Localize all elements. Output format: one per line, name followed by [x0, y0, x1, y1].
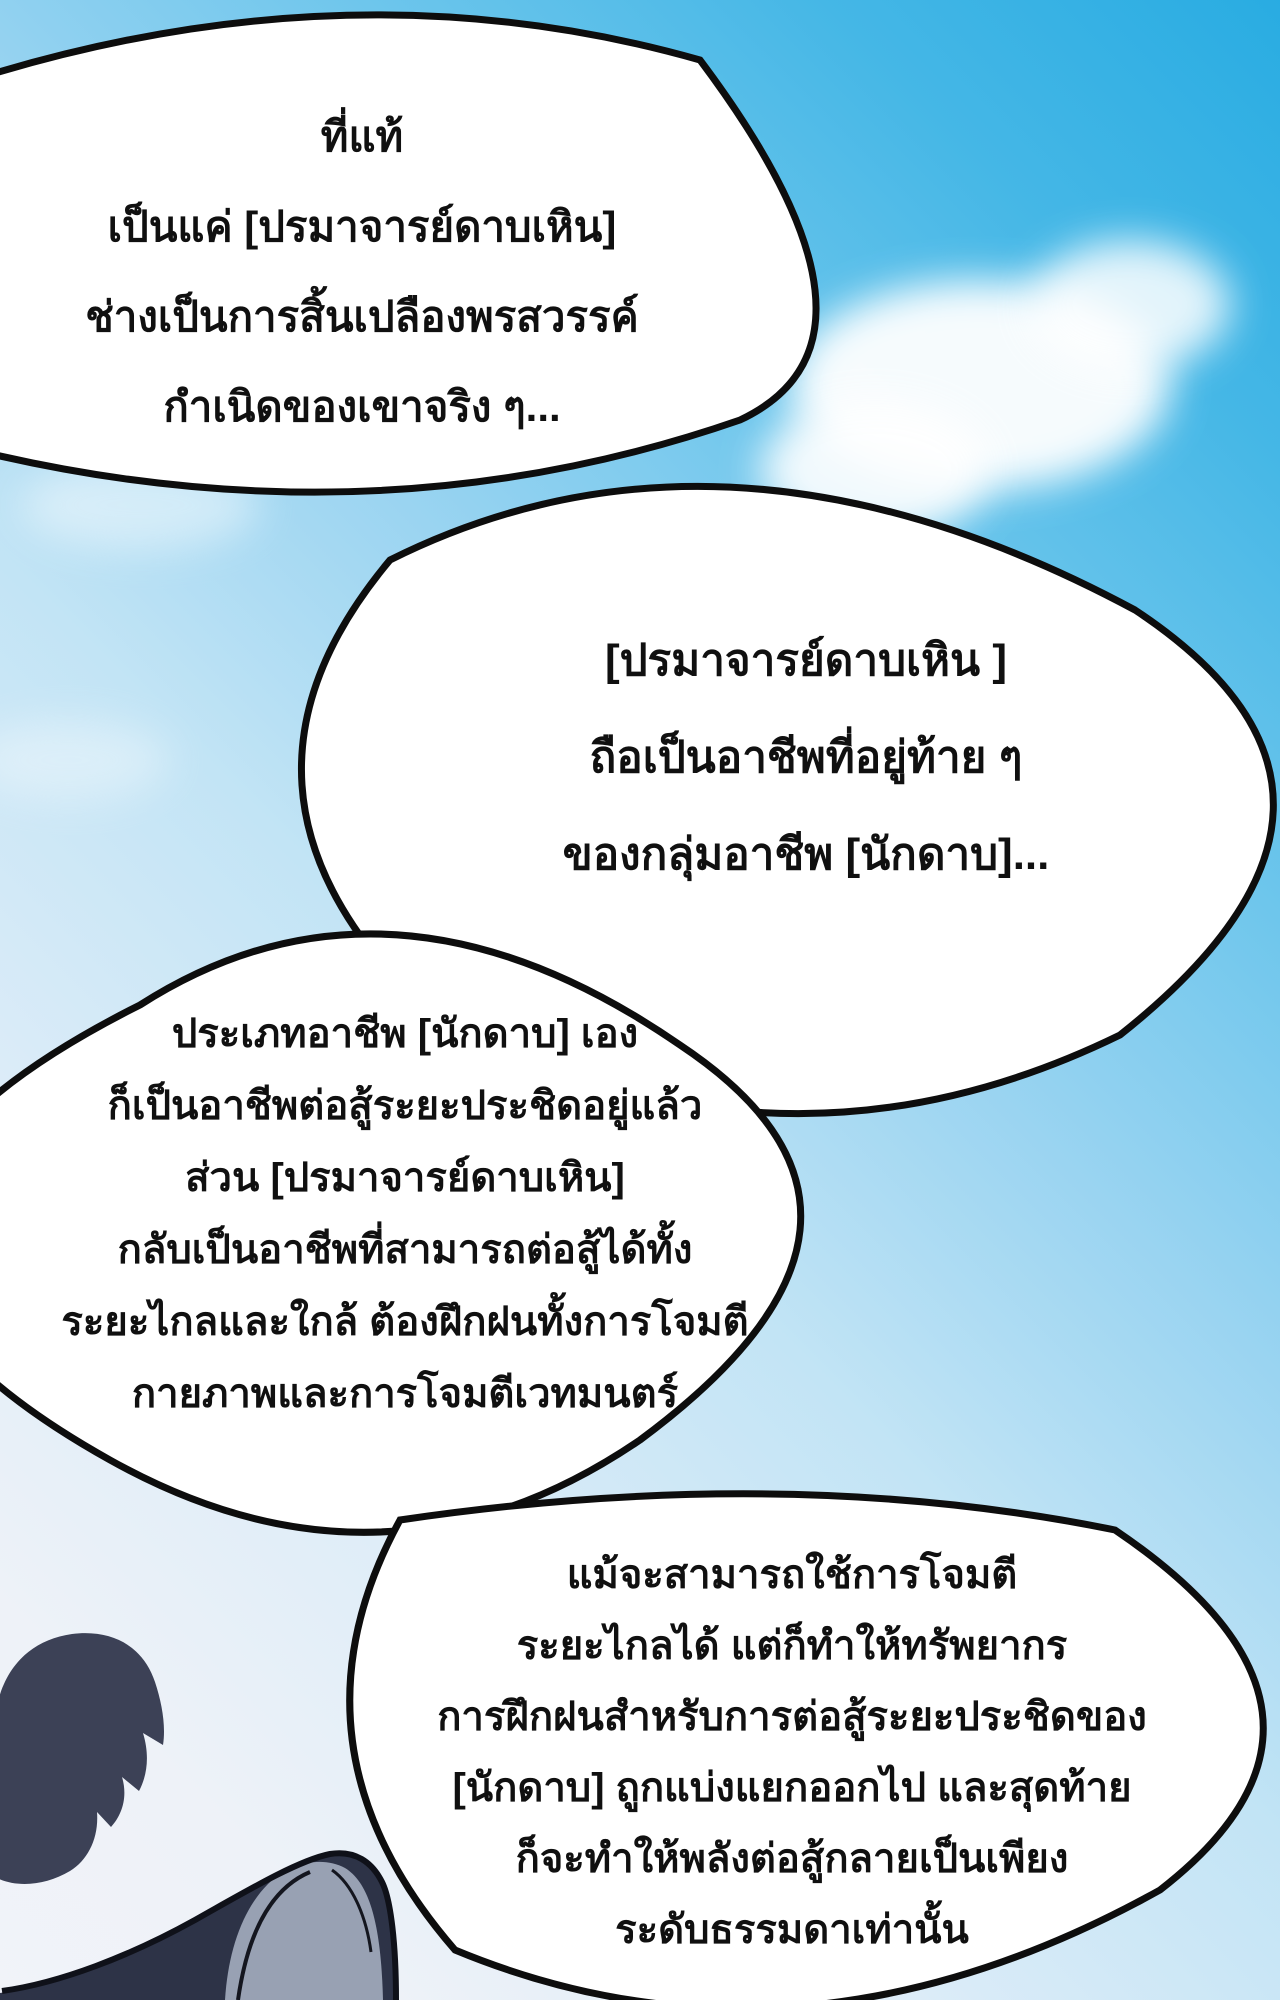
bubble-line: ถือเป็นอาชีพที่อยู่ท้าย ๆ — [589, 733, 1023, 782]
bubble-line: ระยะไกลและใกล้ ต้องฝึกฝนทั้งการโจมตี — [61, 1300, 749, 1344]
bubble-line: กลับเป็นอาชีพที่สามารถต่อสู้ได้ทั้ง — [117, 1228, 693, 1272]
bubble-line: [ปรมาจารย์ดาบเหิน ] — [604, 636, 1008, 685]
bubble-line: ก็จะทำให้พลังต่อสู้กลายเป็นเพียง — [515, 1837, 1069, 1881]
bubble-line: การฝึกฝนสำหรับการต่อสู้ระยะประชิดของ — [437, 1695, 1147, 1739]
bubble-line: ช่างเป็นการสิ้นเปลืองพรสวรรค์ — [85, 293, 639, 340]
bubble-line: [นักดาบ] ถูกแบ่งแยกออกไป และสุดท้าย — [452, 1766, 1132, 1810]
bubble-line: ระดับธรรมดาเท่านั้น — [615, 1908, 969, 1952]
bubble-line: กายภาพและการโจมตีเวทมนตร์ — [131, 1372, 679, 1416]
bubble-line: ส่วน [ปรมาจารย์ดาบเหิน] — [185, 1156, 625, 1200]
speech-bubble-2-text — [563, 612, 1050, 903]
bubble-line: ที่แท้ — [320, 113, 404, 160]
bubble-line: ระยะไกลได้ แต่ก็ทำให้ทรัพยากร — [516, 1624, 1068, 1668]
character-hair — [0, 1633, 164, 1884]
speech-bubble-4-text — [437, 1540, 1147, 1966]
character-silhouette — [0, 1633, 397, 2000]
bubble-line: ของกลุ่มอาชีพ [นักดาบ]... — [562, 830, 1050, 879]
bubble-line: ประเภทอาชีพ [นักดาบ] เอง — [171, 1012, 639, 1056]
character-shoulder-highlight — [225, 1862, 383, 2000]
bubble-line: แม้จะสามารถใช้การโจมตี — [566, 1553, 1018, 1597]
speech-bubble-3-text — [61, 998, 748, 1430]
speech-bubble-1-text — [85, 92, 638, 452]
bubble-line: ก็เป็นอาชีพต่อสู้ระยะประชิดอยู่แล้ว — [107, 1084, 703, 1128]
bubble-line: เป็นแค่ [ปรมาจารย์ดาบเหิน] — [107, 203, 617, 250]
bubble-line: กำเนิดของเขาจริง ๆ... — [163, 383, 561, 430]
